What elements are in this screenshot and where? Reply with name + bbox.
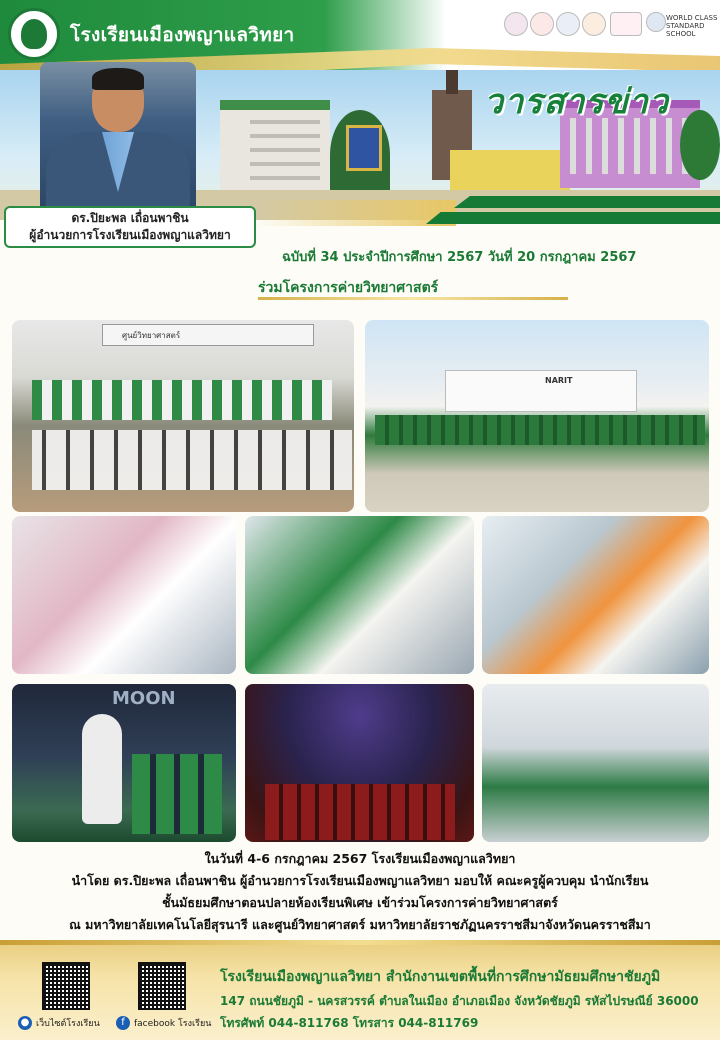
body-line-1: ในวันที่ 4-6 กรกฎาคม 2567 โรงเรียนเมืองพญาแลวิทยา (204, 851, 516, 866)
partner-badge-2-icon (530, 12, 554, 36)
article-body (0, 848, 720, 936)
green-stripe-top (454, 196, 720, 208)
facebook-qr-code[interactable] (138, 962, 186, 1010)
photo-lab-students-2 (245, 516, 474, 674)
website-link[interactable] (18, 1016, 100, 1030)
photo-lab-students-1 (12, 516, 236, 674)
school-name: โรงเรียนเมืองพญาแลวิทยา (70, 24, 295, 46)
footer-address: 147 ถนนชัยภูมิ - นครสวรรค์ ตำบลในเมือง อำเภอเมือง จังหวัดชัยภูมิ รหัสไปรษณีย์ 36000 (220, 994, 699, 1008)
facebook-label: facebook โรงเรียน (134, 1019, 212, 1029)
photo-lab-teacher (482, 516, 709, 674)
world-standard-label: WORLD CLASS STANDARD SCHOOL (666, 14, 718, 38)
partner-badge-1-icon (504, 12, 528, 36)
facebook-icon: f (116, 1016, 130, 1030)
subject-underline (258, 297, 568, 300)
photo-1-sign: ศูนย์วิทยาศาสตร์ (122, 331, 181, 340)
website-label: เว็บไซต์โรงเรียน (36, 1019, 100, 1029)
director-position: ผู้อำนวยการโรงเรียนเมืองพญาแลวิทยา (29, 228, 231, 242)
director-name: ดร.ปิยะพล เถื่อนพาชิน (71, 211, 189, 225)
photo-6-sign: MOON (112, 688, 176, 709)
director-photo (40, 62, 196, 208)
school-logo (8, 8, 60, 60)
issue-line: ฉบับที่ 34 ประจำปีการศึกษา 2567 วันที่ 20 กรกฎาคม 2567 (282, 250, 637, 265)
photo-planetarium (245, 684, 474, 842)
footer-gold-line (0, 940, 720, 945)
body-line-2: นำโดย ดร.ปิยะพล เถื่อนพาชิน ผู้อำนวยการโรงเรียนเมืองพญาแลวิทยา มอบให้ คณะครูผู้ควบคุม นำนักเรียน (71, 873, 649, 888)
photo-electronics-lab (482, 684, 709, 842)
partner-badge-5-icon (610, 12, 642, 36)
director-name-box (4, 206, 256, 248)
globe-icon: ● (18, 1016, 32, 1030)
body-line-3: ชั้นมัธยมศึกษาตอนปลายห้องเรียนพิเศษ เข้าร่วมโครงการค่ายวิทยาศาสตร์ (162, 895, 558, 910)
footer-school-office: โรงเรียนเมืองพญาแลวิทยา สำนักงานเขตพื้นที่การศึกษามัธยมศึกษาชัยภูมิ (220, 969, 661, 985)
partner-badge-3-icon (556, 12, 580, 36)
footer-phone: โทรศัพท์ 044-811768 โทรสาร 044-811769 (220, 1016, 479, 1030)
photo-2-sign: NARIT (545, 376, 573, 385)
facebook-link[interactable] (116, 1016, 211, 1030)
photo-group-science-center (12, 320, 354, 512)
body-line-4: ณ มหาวิทยาลัยเทคโนโลยีสุรนารี และศูนย์วิทยาศาสตร์ มหาวิทยาลัยราชภัฏนครราชสีมาจังหวัดนครราชสีมา (69, 917, 651, 932)
logo-emblem-icon (21, 19, 47, 49)
subject-heading: ร่วมโครงการค่ายวิทยาศาสตร์ (258, 280, 439, 296)
photo-astronaut-exhibit (12, 684, 236, 842)
gold-accent-bar (256, 200, 456, 226)
world-standard-globe-icon (646, 12, 666, 32)
newsletter-title: วารสารข่าว (484, 82, 669, 122)
green-stripe-bottom (426, 212, 720, 224)
photo-group-narit (365, 320, 709, 512)
website-qr-code[interactable] (42, 962, 90, 1010)
partner-badge-4-icon (582, 12, 606, 36)
